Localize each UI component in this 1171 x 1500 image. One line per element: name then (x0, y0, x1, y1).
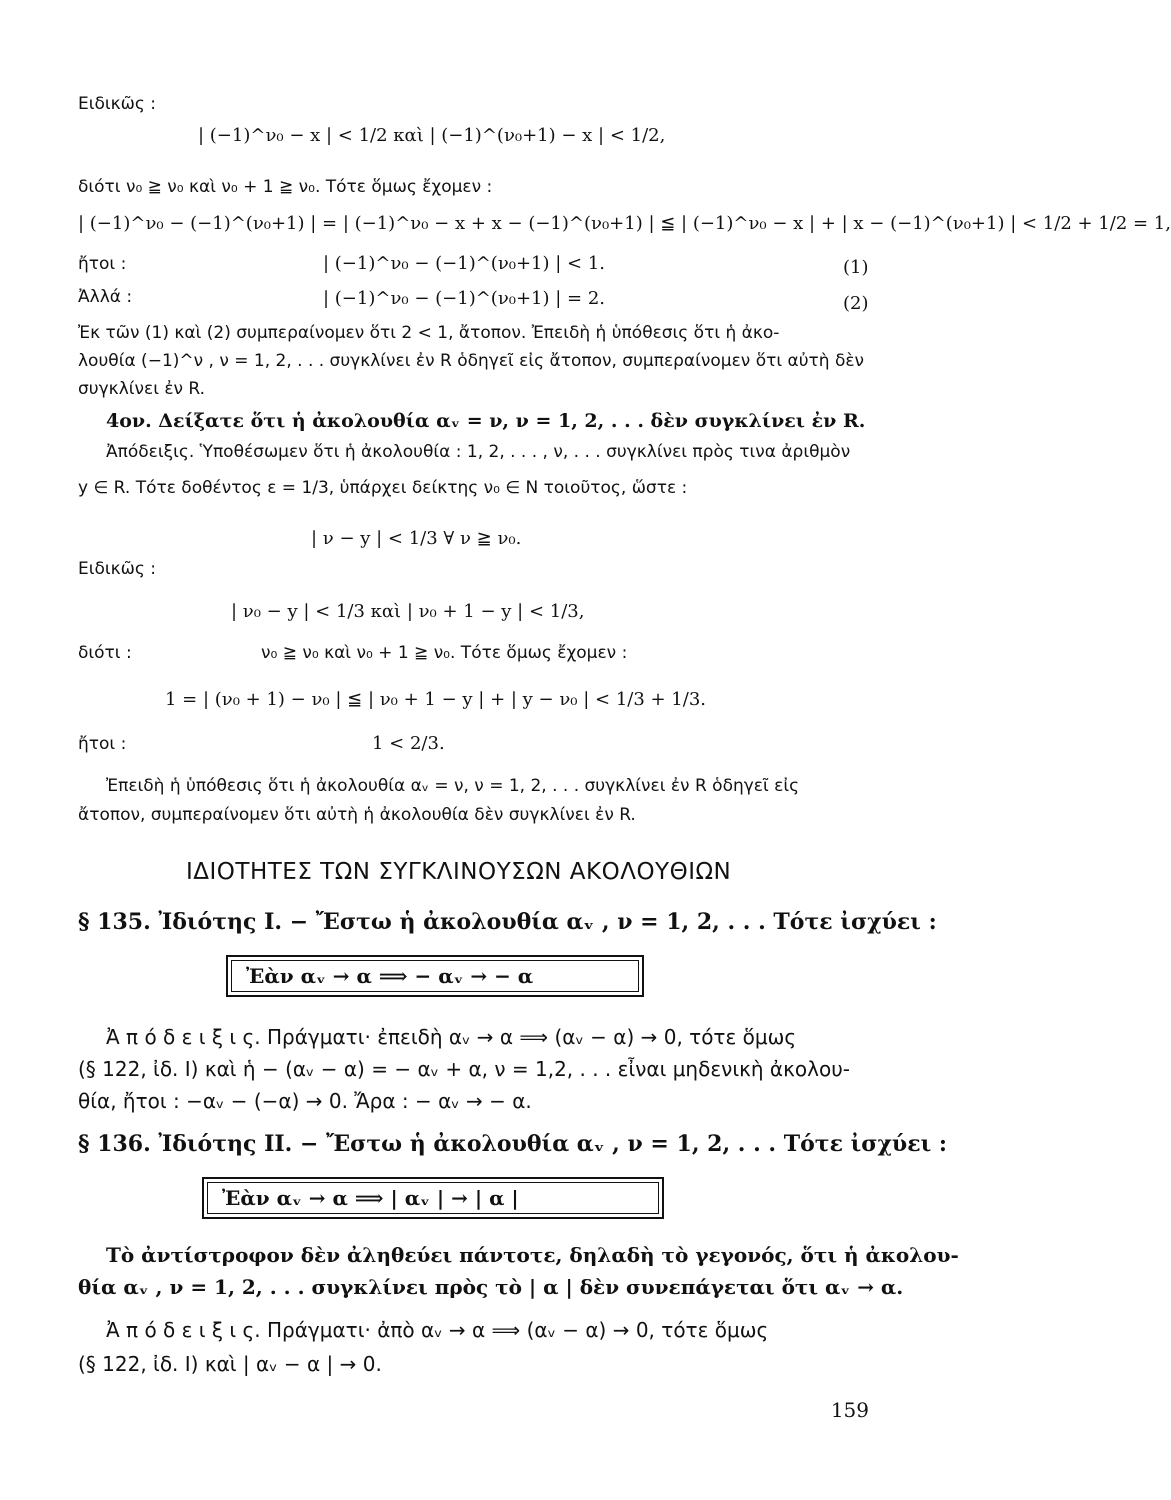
text-line: 1 = | (ν₀ + 1) − ν₀ | ≦ | ν₀ + 1 − y | + | y − ν₀ | < 1/3 + 1/3. (165, 689, 707, 710)
proof-1-line-3: θία, ἤτοι : −αᵥ − (−α) → 0. Ἄρα : − αᵥ → − α. (78, 1089, 532, 1113)
text-line: διότι : (78, 643, 132, 663)
text-line: ν₀ ≧ ν₀ καὶ ν₀ + 1 ≧ ν₀. Τότε ὅμως ἔχομεν : (261, 643, 628, 663)
text-line: ἄτοπον, συμπεραίνομεν ὅτι αὐτὴ ἡ ἀκολουθία δὲν συγκλίνει ἐν R. (78, 805, 636, 825)
text-line: | ν − y | < 1/3 ∀ ν ≧ ν₀. (311, 528, 522, 549)
text-line: διότι ν₀ ≧ ν₀ καὶ ν₀ + 1 ≧ ν₀. Τότε ὅμως ἔχομεν : (78, 177, 493, 197)
text-line: (2) (843, 293, 869, 314)
proof-1-line-1: Ἀ π ό δ ε ι ξ ι ς. Πράγματι· ἐπειδὴ αᵥ → α ⟹ (αᵥ − α) → 0, τότε ὅμως (106, 1025, 797, 1049)
theorem-box-2 (202, 1177, 664, 1219)
note-line-2: θία αᵥ , ν = 1, 2, . . . συγκλίνει πρὸς τὸ | α | δὲν συνεπάγεται ὅτι αᵥ → α. (78, 1275, 904, 1299)
section-136-title: § 136. Ἰδιότης II. − Ἔστω ἡ ἀκολουθία αᵥ , ν = 1, 2, . . . Τότε ἰσχύει : (78, 1131, 947, 1157)
proof-2-line-2: (§ 122, ἰδ. I) καὶ | αᵥ − α | → 0. (78, 1352, 382, 1376)
text-line: ἤτοι : (78, 254, 127, 274)
text-line: y ∈ R. Τότε δοθέντος ε = 1/3, ὑπάρχει δείκτης ν₀ ∈ N τοιοῦτος, ὥστε : (78, 478, 688, 498)
text-line: λουθία (−1)^ν , ν = 1, 2, . . . συγκλίνει ἐν R ὁδηγεῖ εἰς ἄτοπον, συμπεραίνομεν ὅτι αὐτὴ δὲν (78, 351, 865, 371)
theorem-box-2-text: Ἐὰν αᵥ → α ⟹ | αᵥ | → | α | (222, 1186, 519, 1210)
text-line: | (−1)^ν₀ − x | < 1/2 καὶ | (−1)^(ν₀+1) − x | < 1/2, (198, 125, 666, 146)
section-135-title: § 135. Ἰδιότης I. − Ἔστω ἡ ἀκολουθία αᵥ , ν = 1, 2, . . . Τότε ἰσχύει : (78, 909, 937, 935)
text-line: 4ον. Δείξατε ὅτι ἡ ἀκολουθία αᵥ = ν, ν = 1, 2, . . . δὲν συγκλίνει ἐν R. (106, 410, 866, 432)
text-line: | (−1)^ν₀ − (−1)^(ν₀+1) | = 2. (323, 288, 606, 309)
section-heading: ΙΔΙΟΤΗΤΕΣ ΤΩΝ ΣΥΓΚΛΙΝΟΥΣΩΝ ΑΚΟΛΟΥΘΙΩΝ (186, 859, 732, 885)
text-line: ἤτοι : (78, 734, 127, 754)
text-line: (1) (843, 257, 869, 278)
theorem-box-1-text: Ἐὰν αᵥ → α ⟹ − αᵥ → − α (246, 964, 534, 988)
text-line: Ἀπόδειξις. Ὑποθέσωμεν ὅτι ἡ ἀκολουθία : 1, 2, . . . , ν, . . . συγκλίνει πρὸς τινα ἀριθμὸν (106, 442, 851, 462)
text-line: | (−1)^ν₀ − (−1)^(ν₀+1) | = | (−1)^ν₀ − x + x − (−1)^(ν₀+1) | ≦ | (−1)^ν₀ − x | + | x − (−1)^(ν₀+1) | < 1/2 + 1/2 = 1, (78, 213, 1171, 234)
text-line: συγκλίνει ἐν R. (78, 379, 206, 399)
text-line: Ἀλλά : (78, 287, 133, 307)
page-number: 159 (830, 1398, 869, 1422)
proof-2-line-1: Ἀ π ό δ ε ι ξ ι ς. Πράγματι· ἀπὸ αᵥ → α ⟹ (αᵥ − α) → 0, τότε ὅμως (106, 1318, 769, 1342)
text-line: Ειδικῶς : (78, 559, 157, 579)
theorem-box-1 (226, 955, 644, 997)
text-line: Ειδικῶς : (78, 94, 157, 114)
note-line-1: Τὸ ἀντίστροφον δὲν ἀληθεύει πάντοτε, δηλαδὴ τὸ γεγονός, ὅτι ἡ ἀκολου- (106, 1243, 959, 1267)
text-line: Ἐπειδὴ ἡ ὑπόθεσις ὅτι ἡ ἀκολουθία αᵥ = ν, ν = 1, 2, . . . συγκλίνει ἐν R ὁδηγεῖ εἰς (106, 776, 800, 796)
text-line: | ν₀ − y | < 1/3 καὶ | ν₀ + 1 − y | < 1/3, (231, 601, 585, 622)
text-line: | (−1)^ν₀ − (−1)^(ν₀+1) | < 1. (323, 253, 606, 274)
text-line: 1 < 2/3. (372, 733, 445, 754)
proof-1-line-2: (§ 122, ἰδ. I) καὶ ἡ − (αᵥ − α) = − αᵥ + α, ν = 1,2, . . . εἶναι μηδενικὴ ἀκολου- (78, 1057, 850, 1081)
text-line: Ἐκ τῶν (1) καὶ (2) συμπεραίνομεν ὅτι 2 < 1, ἄτοπον. Ἐπειδὴ ἡ ὑπόθεσις ὅτι ἡ ἀκο- (78, 323, 780, 343)
